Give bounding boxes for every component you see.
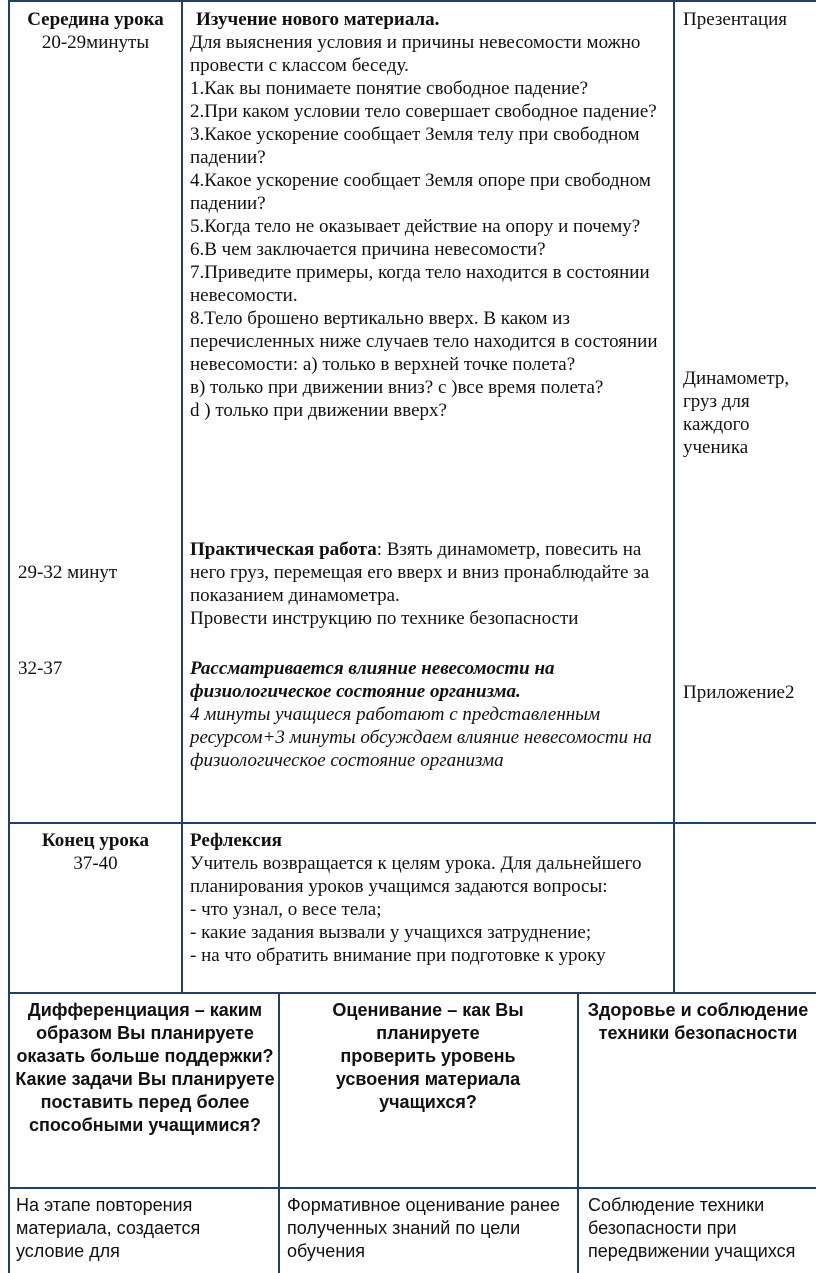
practical-work-cell [190, 538, 674, 630]
practical-work-paragraph [190, 538, 674, 607]
influence-title: Рассматривается влияние невесомости на физиологическое состояние организма. [190, 658, 555, 702]
middle-stage-cell [10, 8, 181, 54]
answer-options-line-1: в) только при движении вниз? с )все время полета? [190, 377, 604, 398]
resource-dynamometer: Динамометр, груз для каждого ученика [683, 368, 790, 458]
practical-work-label: Практическая работа [190, 539, 377, 560]
resource-appendix: Приложение2 [683, 682, 795, 703]
reflection-item-3: - на что обратить внимание при подготовке к уроку [190, 945, 606, 966]
end-stage-time: 37-40 [73, 853, 118, 874]
row-divider-2 [8, 992, 816, 994]
differentiation-header: Дифференциация – каким образом Вы планируете оказать больше поддержки? Какие задачи Вы планируете поставить перед более способными учащимися? [15, 1000, 275, 1135]
differentiation-cell: На этапе повторения материала, создается условие для [16, 1195, 201, 1261]
influence-cell [190, 657, 666, 772]
health-safety-header: Здоровье и соблюдение техники безопасности [587, 1000, 809, 1043]
row-divider-3 [8, 1187, 816, 1189]
reflection-title: Рефлексия [190, 830, 282, 851]
row-divider-1 [8, 822, 816, 824]
question-6: 6.В чем заключается причина невесомости? [190, 239, 546, 260]
reflection-item-2: - какие задания вызвали у учащихся затруднение; [190, 922, 592, 943]
practical-work-text: : Взять динамометр, повесить на него груз, перемещая его вверх и вниз пронаблюдайте за показанием динамометра. [190, 539, 650, 606]
question-3: 3.Какое ускорение сообщает Земля телу при свободном падении? [190, 124, 640, 168]
middle-stage-title: Середина урока [27, 9, 164, 30]
influence-time: 32-37 [18, 658, 63, 679]
question-7: 7.Приведите примеры, когда тело находится в состоянии невесомости. [190, 262, 650, 306]
new-material-title: Изучение нового материала. [196, 9, 440, 30]
column-divider-2 [673, 0, 675, 993]
reflection-item-1: - что узнал, о весе тела; [190, 899, 382, 920]
influence-text: 4 минуты учащиеся работают с представленным ресурсом+3 минуты обсуждаем влияние невесомости на физиологическое состояние организма [190, 704, 652, 771]
question-4: 4.Какое ускорение сообщает Земля опоре при свободном падении? [190, 170, 651, 214]
new-material-intro: Для выяснения условия и причины невесомости можно провести с классом беседу. [190, 32, 641, 76]
safety-instruction: Провести инструкцию по технике безопасности [190, 608, 579, 629]
bottom-divider-2 [577, 993, 579, 1273]
middle-stage-time: 20-29минуты [41, 32, 150, 53]
health-safety-cell: Соблюдение техники безопасности при передвижении учащихся [588, 1195, 796, 1261]
question-1: 1.Как вы понимаете понятие свободное падение? [190, 78, 589, 99]
reflection-text: Учитель возвращается к целям урока. Для дальнейшего планирования уроков учащимся задаются вопросы: [190, 853, 642, 897]
middle-content-cell [190, 8, 666, 422]
practical-time: 29-32 минут [18, 562, 118, 583]
question-5: 5.Когда тело не оказывает действие на опору и почему? [190, 216, 641, 237]
end-stage-title: Конец урока [41, 830, 150, 851]
reflection-cell [190, 829, 666, 967]
assessment-header: Оценивание – как Вы планируете проверить уровень усвоения материала учащихся? [332, 1000, 524, 1112]
assessment-cell: Формативное оценивание ранее полученных знаний по цели обучения [287, 1195, 561, 1261]
bottom-divider-1 [278, 993, 280, 1273]
table-border-top [8, 0, 816, 2]
answer-options-line-2: d ) только при движении вверх? [190, 400, 447, 421]
end-stage-cell [10, 829, 181, 875]
table-border-left [8, 0, 10, 1273]
column-divider-1 [181, 0, 183, 993]
question-8: 8.Тело брошено вертикально вверх. В каком из перечисленных ниже случаев тело находится в состоянии невесомости: а) только в верхней точке полета? [190, 308, 658, 375]
question-2: 2.При каком условии тело совершает свободное падение? [190, 101, 657, 122]
resource-presentation: Презентация [683, 9, 788, 30]
